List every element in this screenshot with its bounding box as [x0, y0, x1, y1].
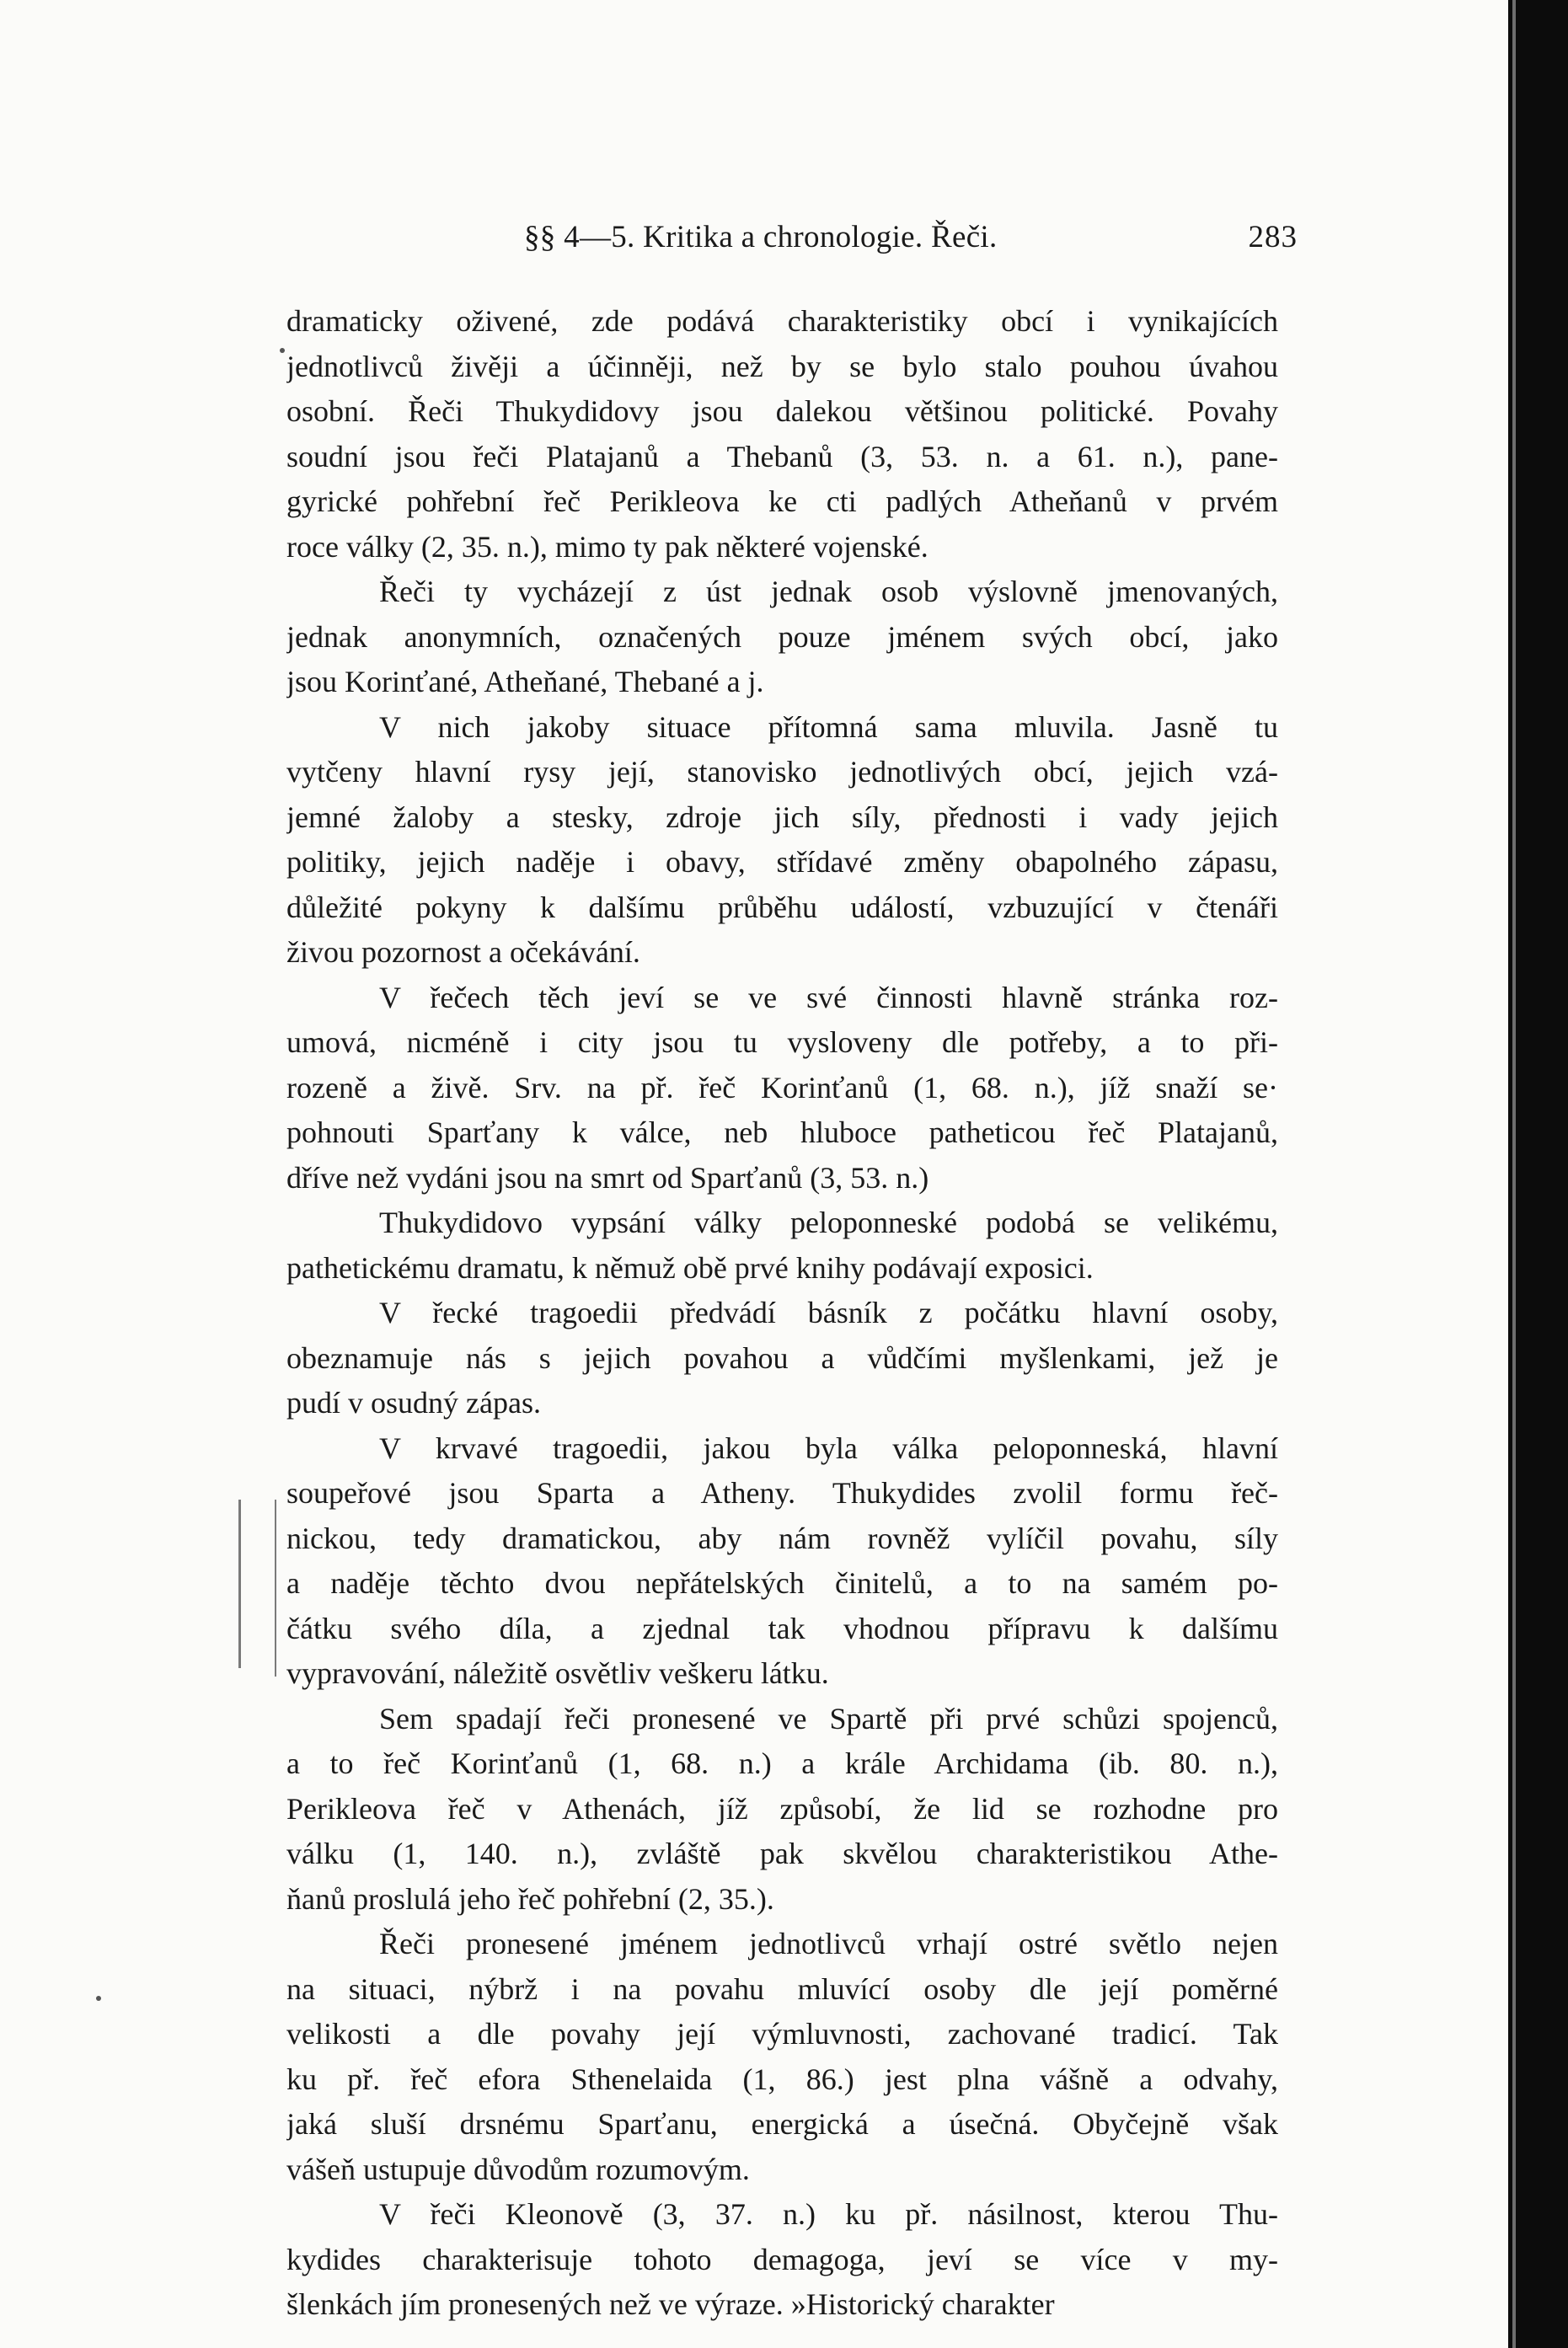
text-line: jednotlivců živěji a účinněji, než by se bylo stalo pouhou úvahou	[286, 349, 1278, 383]
text-line: jemné žaloby a stesky, zdroje jich síly, přednosti i vady jejich	[286, 800, 1278, 834]
text-line: rozeně a živě. Srv. na př. řeč Korinťanů (1, 68. n.), jíž snaží se·	[286, 1070, 1278, 1104]
running-head: §§ 4—5. Kritika a chronologie. Řeči.	[524, 220, 998, 254]
text-line: pohnouti Sparťany k válce, neb hluboce patheticou řeč Platajanů,	[286, 1115, 1278, 1149]
text-line: politiky, jejich naděje i obavy, střídavé změny obapolného zápasu,	[286, 845, 1278, 879]
text-line: vytčeny hlavní rysy její, stanovisko jednotlivých obcí, jejich vzá-	[286, 755, 1278, 789]
paragraph	[286, 570, 1278, 705]
page-number: 283	[1248, 220, 1298, 254]
text-line: dramaticky oživené, zde podává charakteristiky obcí i vynikajících	[286, 304, 1278, 338]
text-line: Thukydidovo vypsání války peloponneské podobá se velikému,	[379, 1206, 1278, 1239]
text-line: jaká sluší drsnému Sparťanu, energická a úsečná. Obyčejně však	[286, 2107, 1278, 2141]
text-line: ňanů proslulá jeho řeč pohřební (2, 35.).	[286, 1881, 774, 1916]
text-line: pathetickému dramatu, k němuž obě prvé knihy podávají exposici.	[286, 1250, 1094, 1285]
scan-border-line	[1512, 0, 1516, 2348]
text-line: velikosti a dle povahy její výmluvnosti, zachované tradicí. Tak	[286, 2017, 1278, 2051]
text-line: gyrické pohřební řeč Perikleova ke cti padlých Atheňanů v prvém	[286, 484, 1278, 518]
text-line: V krvavé tragoedii, jakou byla válka peloponneská, hlavní	[379, 1431, 1278, 1465]
body-text	[286, 299, 1278, 2328]
text-line: a naděje těchto dvou nepřátelských činitelů, a to na samém po-	[286, 1566, 1278, 1600]
margin-pencil-mark	[238, 1500, 241, 1668]
text-line: šlenkách jím pronesených než ve výraze. »Historický charakter	[286, 2287, 1055, 2321]
text-line: vášeň ustupuje důvodům rozumovým.	[286, 2152, 750, 2186]
margin-pencil-mark	[275, 1500, 276, 1677]
text-line: V nich jakoby situace přítomná sama mluvila. Jasně tu	[379, 709, 1278, 744]
text-line: a to řeč Korinťanů (1, 68. n.) a krále Archidama (ib. 80. n.),	[286, 1746, 1278, 1780]
paragraph	[286, 1291, 1278, 1426]
ink-speck	[96, 1996, 101, 2001]
text-line: Sem spadají řeči pronesené ve Spartě při prvé schůzi spojenců,	[379, 1701, 1278, 1736]
text-line: obeznamuje nás s jejich povahou a vůdčími myšlenkami, jež je	[286, 1340, 1278, 1375]
text-line: Řeči pronesené jménem jednotlivců vrhají ostré světlo nejen	[379, 1927, 1278, 1960]
text-line: soudní jsou řeči Platajanů a Thebanů (3, 53. n. a 61. n.), pane-	[286, 439, 1278, 473]
text-line: důležité pokyny k dalšímu průběhu událostí, vzbuzující v čtenáři	[286, 890, 1278, 924]
paragraph	[286, 1201, 1278, 1291]
text-line: jednak anonymních, označených pouze jménem svých obcí, jako	[286, 619, 1278, 654]
text-line: kydides charakterisuje tohoto demagoga, jeví se více v my-	[286, 2242, 1278, 2276]
text-line: Řeči ty vycházejí z úst jednak osob výslovně jmenovaných,	[379, 575, 1278, 608]
scan-border	[1508, 0, 1568, 2348]
text-line: živou pozornost a očekávání.	[286, 935, 640, 969]
paragraph	[286, 2192, 1278, 2328]
paragraph	[286, 1697, 1278, 1923]
paragraph	[286, 299, 1278, 570]
text-line: válku (1, 140. n.), zvláště pak skvělou charakteristikou Athe-	[286, 1837, 1278, 1870]
text-line: Perikleova řeč v Athenách, jíž způsobí, že lid se rozhodne pro	[286, 1791, 1278, 1826]
paragraph	[286, 1922, 1278, 2192]
text-line: vypravování, náležitě osvětliv veškeru látku.	[286, 1656, 829, 1690]
text-line: roce války (2, 35. n.), mimo ty pak některé vojenské.	[286, 529, 928, 564]
ink-speck	[280, 348, 285, 353]
text-line: V řecké tragoedii předvádí básník z počátku hlavní osoby,	[379, 1296, 1278, 1329]
text-line: V řeči Kleonově (3, 37. n.) ku př. násilnost, kterou Thu-	[379, 2197, 1278, 2231]
text-line: umová, nicméně i city jsou tu vysloveny dle potřeby, a to při-	[286, 1025, 1278, 1059]
text-line: nickou, tedy dramatickou, aby nám rovněž vylíčil povahu, síly	[286, 1521, 1278, 1555]
text-line: dříve než vydáni jsou na smrt od Sparťanů (3, 53. n.)	[286, 1160, 929, 1195]
text-line: pudí v osudný zápas.	[286, 1386, 541, 1420]
text-line: ku př. řeč efora Sthenelaida (1, 86.) jest plna vášně a odvahy,	[286, 2062, 1278, 2096]
text-line: na situaci, nýbrž i na povahu mluvící osoby dle její poměrné	[286, 1971, 1278, 2006]
paragraph	[286, 976, 1278, 1201]
text-line: osobní. Řeči Thukydidovy jsou dalekou většinou politické. Povahy	[286, 394, 1278, 428]
text-line: čátku svého díla, a zjednal tak vhodnou přípravu k dalšímu	[286, 1611, 1278, 1645]
paragraph	[286, 705, 1278, 976]
text-line: soupeřové jsou Sparta a Atheny. Thukydides zvolil formu řeč-	[286, 1476, 1278, 1510]
page-header	[286, 212, 1298, 263]
text-line: jsou Korinťané, Atheňané, Thebané a j.	[286, 665, 764, 698]
paragraph	[286, 1426, 1278, 1697]
text-line: V řečech těch jeví se ve své činnosti hlavně stránka roz-	[379, 980, 1278, 1014]
